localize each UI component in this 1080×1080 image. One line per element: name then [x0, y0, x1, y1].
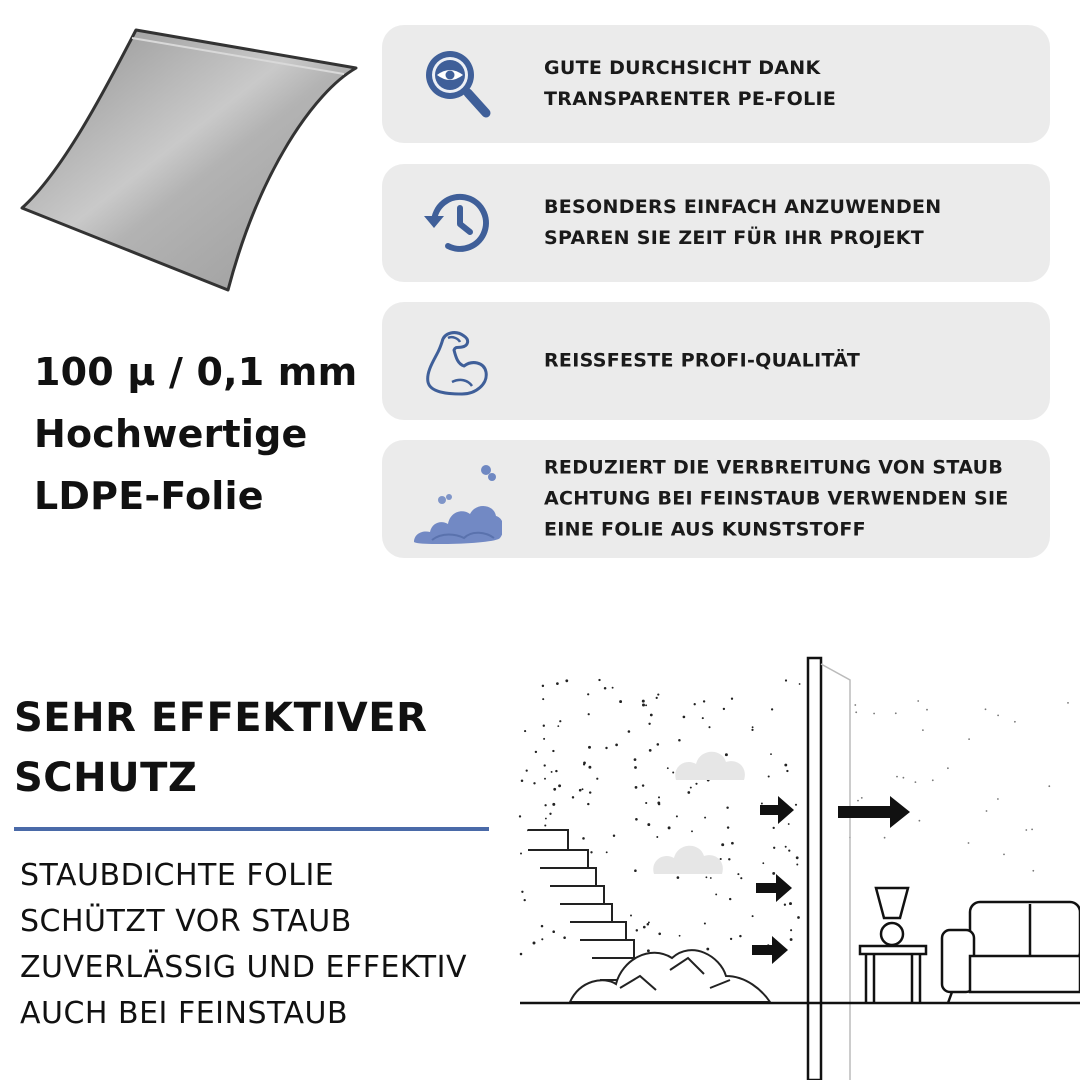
feature-text: [544, 192, 1038, 254]
feature-line: REDUZIERT DIE VERBREITUNG VON STAUB: [544, 456, 1004, 479]
spec-quality: Hochwertige: [34, 412, 308, 456]
feature-line: EINE FOLIE AUS KUNSTSTOFF: [544, 518, 866, 541]
protection-body-line: ZUVERLÄSSIG UND EFFEKTIV: [20, 950, 467, 985]
protection-body-line: SCHÜTZT VOR STAUB: [20, 904, 352, 939]
feature-line: GUTE DURCHSICHT DANK: [544, 57, 821, 79]
rubble-icon: [528, 830, 770, 1002]
feature-card-easy-use: [382, 164, 1050, 282]
feature-text: [544, 346, 1038, 377]
magnifier-eye-icon: [412, 39, 502, 129]
history-clock-icon: [412, 178, 502, 268]
lamp-icon: [860, 888, 926, 1003]
feature-text: [544, 453, 1038, 546]
dust-barrier-illustration: [500, 640, 1080, 1080]
flexed-arm-icon: [412, 316, 502, 406]
spec-material: LDPE-Folie: [34, 474, 264, 518]
feature-line: SPAREN SIE ZEIT FÜR IHR PROJEKT: [544, 227, 925, 249]
protection-body-line: AUCH BEI FEINSTAUB: [20, 996, 349, 1031]
feature-card-tear-resistant: [382, 302, 1050, 420]
feature-text: [544, 53, 1038, 115]
protection-headline: SEHR EFFEKTIVER: [14, 695, 428, 741]
wall-barrier-icon: [808, 658, 850, 1080]
feature-card-transparency: [382, 25, 1050, 143]
protection-headline: SCHUTZ: [14, 755, 198, 801]
feature-card-dust: [382, 440, 1050, 558]
dust-cloud: [653, 752, 745, 874]
feature-line: REISSFESTE PROFI-QUALITÄT: [544, 349, 861, 372]
feature-line: ACHTUNG BEI FEINSTAUB VERWENDEN SIE: [544, 487, 1009, 510]
sofa-icon: [942, 902, 1080, 1003]
protection-body-line: STAUBDICHTE FOLIE: [20, 858, 335, 893]
feature-line: BESONDERS EINFACH ANZUWENDEN: [544, 196, 942, 218]
spec-thickness: 100 µ / 0,1 mm: [34, 350, 358, 394]
feature-line: TRANSPARENTER PE-FOLIE: [544, 88, 837, 110]
dust-cloud-icon: [412, 454, 502, 544]
section-divider: [14, 827, 489, 831]
ldpe-sheet-image: [14, 22, 364, 302]
